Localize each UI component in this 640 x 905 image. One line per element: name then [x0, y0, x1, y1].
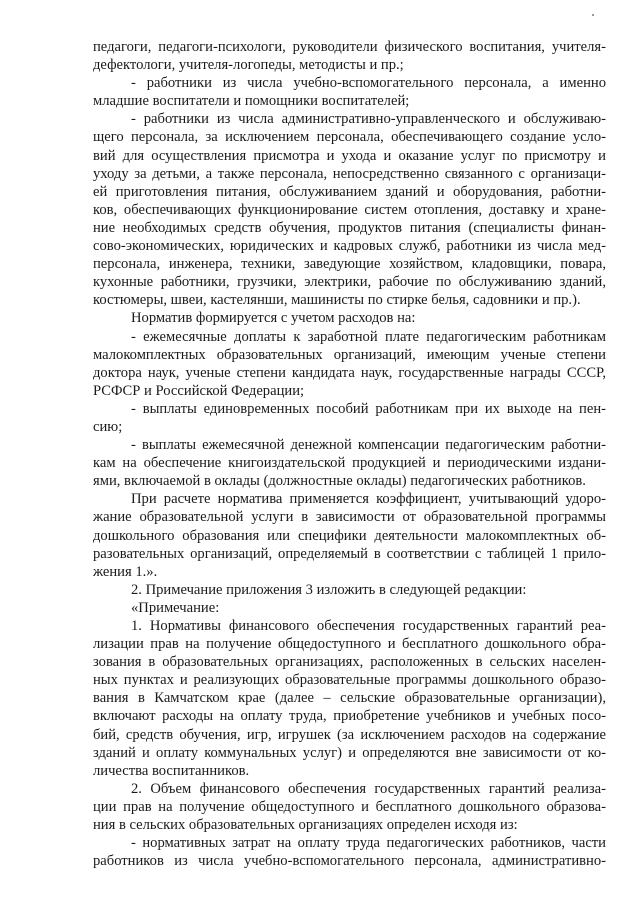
text-line: ния в сельских образовательных организациях определен исходя из: — [93, 817, 518, 834]
scan-speck — [592, 14, 594, 16]
text-line: младшие воспитатели и помощники воспитателей; — [93, 93, 410, 110]
text-line: ей приготовления питания, обслуживанием зданий и оборудования, работни- — [93, 183, 606, 200]
text-line: вий для осуществления присмотра и ухода и оказание услуг по присмотру и — [93, 147, 606, 164]
text-line: РСФСР и Российской Федерации; — [93, 382, 305, 399]
text-line: костюмеры, швеи, кастелянши, машинисты по стирке белья, садовники и пр.). — [93, 292, 581, 309]
text-line: малокомплектных образовательных организаций, имеющим ученые степени — [93, 346, 606, 363]
text-line: жения 1.». — [93, 563, 158, 580]
text-line: зданий и оплату коммунальных услуг) и определяются вне зависимости от ко- — [93, 744, 606, 761]
text-line: лизации прав на получение общедоступного и бесплатного дошкольного обра- — [93, 636, 606, 653]
text-line: жание образовательной услуги в зависимости от образовательной программы — [93, 509, 606, 526]
text-line: личества воспитанников. — [93, 762, 250, 779]
document-body — [93, 38, 606, 870]
text-line: - выплаты ежемесячной денежной компенсации педагогическим работни- — [131, 437, 606, 454]
text-line: - выплаты единовременных пособий работникам при их выходе на пен- — [131, 400, 606, 417]
text-line: 2. Объем финансового обеспечения государственных гарантий реализа- — [131, 780, 606, 797]
text-line: сово-экономических, юридических и кадровых служб, работники из числа мед- — [93, 238, 606, 255]
text-line: уходу за детьми, а также персонала, непосредственно связанного с организаци- — [93, 165, 606, 182]
text-line: включают расходы на оплату труда, приобретение учебников и учебных посо- — [93, 708, 606, 725]
text-line: педагоги, педагоги-психологи, руководители физического воспитания, учителя- — [93, 39, 606, 55]
text-line: 2. Примечание приложения 3 изложить в следующей редакции: — [131, 581, 527, 598]
text-line: ями, включаемой в оклады (должностные оклады) педагогических работников. — [93, 473, 586, 490]
text-line: - работники из числа учебно-вспомогательного персонала, а именно — [131, 75, 606, 92]
text-line: кухонные работники, грузчики, электрики, рабочие по обслуживанию зданий, — [93, 274, 606, 291]
text-line: сию; — [93, 418, 123, 435]
text-line: бий, средств обучения, игр, игрушек (за исключением расходов на содержание — [93, 726, 606, 743]
text-line: «Примечание: — [131, 599, 220, 616]
text-line: ции прав на получение общедоступного и бесплатного дошкольного образова- — [93, 798, 606, 815]
text-line: ние необходимых средств обучения, продуктов питания (специалисты финан- — [93, 219, 606, 236]
text-line: - ежемесячные доплаты к заработной плате педагогическим работникам — [131, 328, 606, 345]
text-line: работников из числа учебно-вспомогательного персонала, административно- — [93, 853, 606, 870]
text-line: зования в образовательных организациях, расположенных в сельских населен- — [93, 654, 606, 671]
text-line: - работники из числа административно-управленческого и обслуживаю- — [131, 111, 606, 128]
text-line: ных пунктах и реализующих образовательные программы дошкольного образо- — [93, 672, 606, 689]
text-line: щего персонала, за исключением персонала, обеспечивающего создание усло- — [93, 129, 606, 146]
text-line: - нормативных затрат на оплату труда педагогических работников, части — [131, 835, 606, 852]
text-line: доктора наук, ученые степени кандидата наук, государственные награды СССР, — [93, 364, 606, 381]
text-line: персонала, инженера, техники, заведующие хозяйством, кладовщики, повара, — [93, 256, 606, 273]
text-line: разовательных организаций, определяемый в соответствии с таблицей 1 прило- — [93, 545, 606, 562]
text-line: ков, обеспечивающих функционирование систем отопления, доставку и хране- — [93, 201, 606, 218]
text-line: вания в Камчатском крае (далее – сельские образовательные организации), — [93, 690, 606, 707]
text-line: дошкольного образования или специфики деятельности малокомплектных об- — [93, 527, 606, 544]
text-line: При расчете норматива применяется коэффициент, учитывающий удоро- — [131, 491, 606, 508]
text-line: дефектологи, учителя-логопеды, методисты и пр.; — [93, 57, 404, 74]
text-line: 1. Нормативы финансового обеспечения государственных гарантий реа- — [131, 618, 606, 634]
text-line: Норматив формируется с учетом расходов на: — [131, 310, 416, 327]
text-line: кам на обеспечение книгоиздательской продукцией и периодическими издани- — [93, 455, 606, 472]
